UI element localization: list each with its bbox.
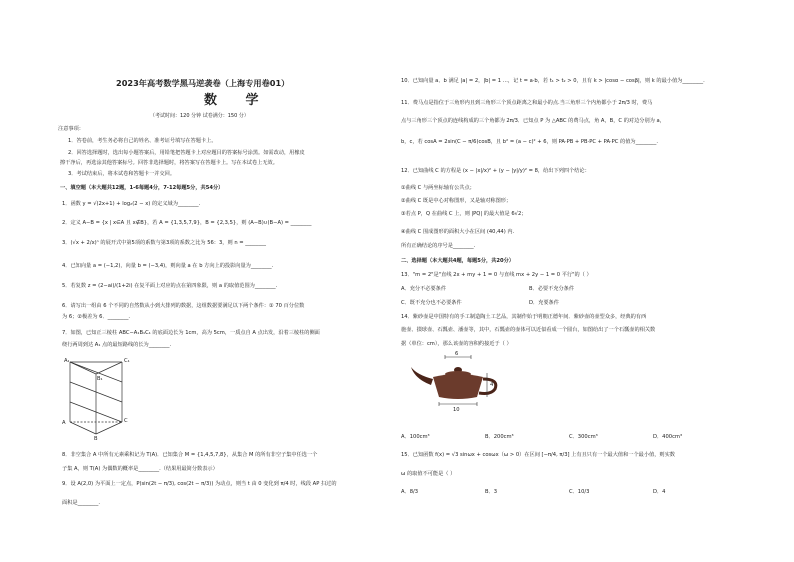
question-6-cont: 为 6；②极差为 6．________. bbox=[62, 314, 131, 320]
question-7: 7．如图，已知正三棱柱 ABC−A₁B₁C₁ 的底面边长为 1cm，高为 5cm，一质点自 A 点出发，沿着三棱柱的侧面 bbox=[62, 330, 320, 336]
question-8: 8．非空集合 A 中所有元素乘积记为 T(A)．已知集合 M = {1,4,5,7,8}，从集合 M 的所有非空子集中任选一个 bbox=[62, 452, 318, 458]
q12-statement-4: ④曲线 C 围成图形的面积大小在区间 (40,44) 内. bbox=[401, 229, 515, 235]
question-4: 4．已知向量 a = (−1,2)，向量 b = (−3,4)，则向量 a 在 b 方向上的投影向量为________. bbox=[62, 263, 274, 269]
figure-label-b1: B₁ bbox=[97, 376, 103, 382]
question-15-cont: ω 的取值不可能是（ ） bbox=[401, 471, 456, 477]
q14-option-d: D．400cm³ bbox=[653, 434, 683, 440]
question-6: 6．请写出一组由 6 个不同的自然数从小到大排列的数据，这组数据要满足以下两个条件：① 70 百分位数 bbox=[62, 303, 305, 309]
figure-label-a1: A₁ bbox=[64, 358, 70, 364]
prism-figure bbox=[60, 356, 140, 444]
q15-option-a: A．8/3 bbox=[401, 489, 419, 495]
q13-option-b: B．必要不充分条件 bbox=[529, 286, 575, 292]
teapot-dim-bottom: 10 bbox=[453, 407, 460, 413]
figure-label-b: B bbox=[94, 436, 98, 442]
q15-option-b: B．3 bbox=[485, 489, 498, 495]
q14-option-c: C．300cm³ bbox=[569, 434, 598, 440]
teapot-dim-side: 4 bbox=[490, 382, 494, 388]
q14-option-a: A．100cm³ bbox=[401, 434, 430, 440]
subject-title: 数 学 bbox=[204, 93, 271, 108]
question-8-cont: 子集 A，则 T(A) 为偶数的概率是________.（结果用最简分数表示） bbox=[62, 466, 218, 472]
question-12: 12．已知曲线 C 的方程是 (x − |x|/x)² + (y − |y|/y)² = 8，给出下列四个结论： bbox=[401, 168, 590, 174]
teapot-dim-top: 6 bbox=[455, 351, 459, 357]
q15-option-d: D．4 bbox=[653, 489, 666, 495]
q12-statement-1: ①曲线 C 与两坐标轴有公共点； bbox=[401, 185, 475, 191]
section-heading: 一、填空题（本大题共12题，1-6每题4分，7-12每题5分，共54分） bbox=[60, 185, 224, 191]
question-2: 2．定义 A−B = {x | x∈A 且 x∉B}，若 A = {1,3,5,7,9}，B = {2,3,5}，则 (A−B)∪(B−A) = ________ bbox=[62, 220, 312, 226]
figure-label-c1: C₁ bbox=[124, 358, 130, 364]
question-9: 9．设 A(2,0) 为平面上一定点，P(sin(2t − π/3), cos(2t − π/3)) 为动点，则当 t 由 0 变化到 π/4 时，线段 AP 扫过的 bbox=[62, 481, 337, 487]
question-11: 11．费马点是指位于三角形内且到三角形三个顶点距离之和最小的点.当三角形三个内角都小于 2π/3 时，费马 bbox=[401, 100, 653, 106]
section-heading-2: 二、选择题（本大题共4题，每题5分，共20分） bbox=[401, 258, 515, 264]
q12-statement-2: ②曲线 C 既是中心对称图形，又是轴对称图形； bbox=[401, 198, 512, 204]
q14-option-b: B．200cm³ bbox=[485, 434, 514, 440]
question-11-cont2: b，c，若 cosA = 2sin(C − π/6)cosB，且 b² = (a − c)² + 6，则 PA·PB + PB·PC + PA·PC 的值为________. bbox=[401, 139, 659, 145]
question-14-cont: 施壶、掇球壶、石瓢壶、潘壶等，其中，石瓢壶的壶体可以近似看成一个圆台，如图给出了一个石瓢壶的相关数 bbox=[401, 327, 656, 333]
q12-answer-line: 所有正确结论的序号是________. bbox=[401, 243, 476, 249]
q12-statement-3: ③若点 P，Q 在曲线 C 上，则 |PQ| 的最大值是 6√2； bbox=[401, 211, 527, 217]
question-3: 3．(√x + 2/x)ⁿ 的展开式中第5项的系数与第3项的系数之比为 56：3，则 n = ________ bbox=[62, 240, 266, 246]
q13-option-c: C．既不充分也不必要条件 bbox=[401, 300, 462, 306]
question-10: 10．已知向量 a、b 满足 |a| = 2，|b| = 1 …，记 t = a·b，若 t₁ > t₂ > 0，且有 k > |cosα − cosβ|，则 k 的最小值为________. bbox=[401, 78, 705, 84]
q15-option-c: C．10/3 bbox=[569, 489, 590, 495]
question-1: 1．函数 y = √(2x+1) + log₂(2 − x) 的定义域为________. bbox=[62, 201, 201, 207]
question-15: 15．已知函数 f(x) = √3 sinωx + cosωx（ω > 0）在区间 [−π/4, π/3] 上有且只有一个最大值和一个最小值，则实数 bbox=[401, 452, 675, 458]
q13-option-a: A．充分不必要条件 bbox=[401, 286, 447, 292]
exam-meta: （考试时间：120 分钟 试卷满分：150 分） bbox=[150, 113, 249, 119]
note-line: 3．考试结束后，将本试卷和答题卡一并交回。 bbox=[68, 171, 176, 177]
notes-heading: 注意事项： bbox=[58, 126, 84, 132]
exam-title: 2023年高考数学黑马逆袭卷（上海专用卷01） bbox=[116, 78, 290, 88]
question-13: 13．"m = 2"是"直线 2x + my + 1 = 0 与直线 mx + 2y − 1 = 0 平行"的（ ） bbox=[401, 272, 592, 278]
question-11-cont: 点与三角形三个顶点的连线构成的三个角都为 2π/3．已知点 P 为 △ABC 的费马点，角 A，B，C 的对边分别为 a， bbox=[401, 118, 665, 124]
figure-label-a: A bbox=[62, 420, 66, 426]
question-14-cont2: 据（单位：cm），那么该壶的容积约接近于（ ） bbox=[401, 341, 512, 347]
figure-label-c: C bbox=[124, 418, 128, 424]
q13-option-d: D．充要条件 bbox=[529, 300, 559, 306]
question-9-cont: 面积是________. bbox=[62, 500, 100, 506]
question-7-cont: 绕行两周到达 A₁ 点的最短路线的长为________. bbox=[62, 342, 172, 348]
question-14: 14．紫砂壶是中国特有的手工制造陶土工艺品，其制作始于明朝正德年间．紫砂壶的壶型众多，经典的有西 bbox=[401, 314, 647, 320]
note-line: 2．回答选择题时，选出每小题答案后，用铅笔把答题卡上对应题目的答案标号涂黑。如需改动，用橡皮 bbox=[68, 150, 305, 156]
note-line: 1．答卷前，考生务必将自己的姓名、准考证号填写在答题卡上。 bbox=[68, 138, 217, 144]
question-5: 5．若复数 z = (2−ai)/(1+2i) 在复平面上对应的点在第四象限，则 a 的取值范围为________. bbox=[62, 283, 278, 289]
note-line: 擦干净后，再选涂其他答案标号。回答非选择题时，将答案写在答题卡上。写在本试卷上无效。 bbox=[60, 160, 278, 166]
